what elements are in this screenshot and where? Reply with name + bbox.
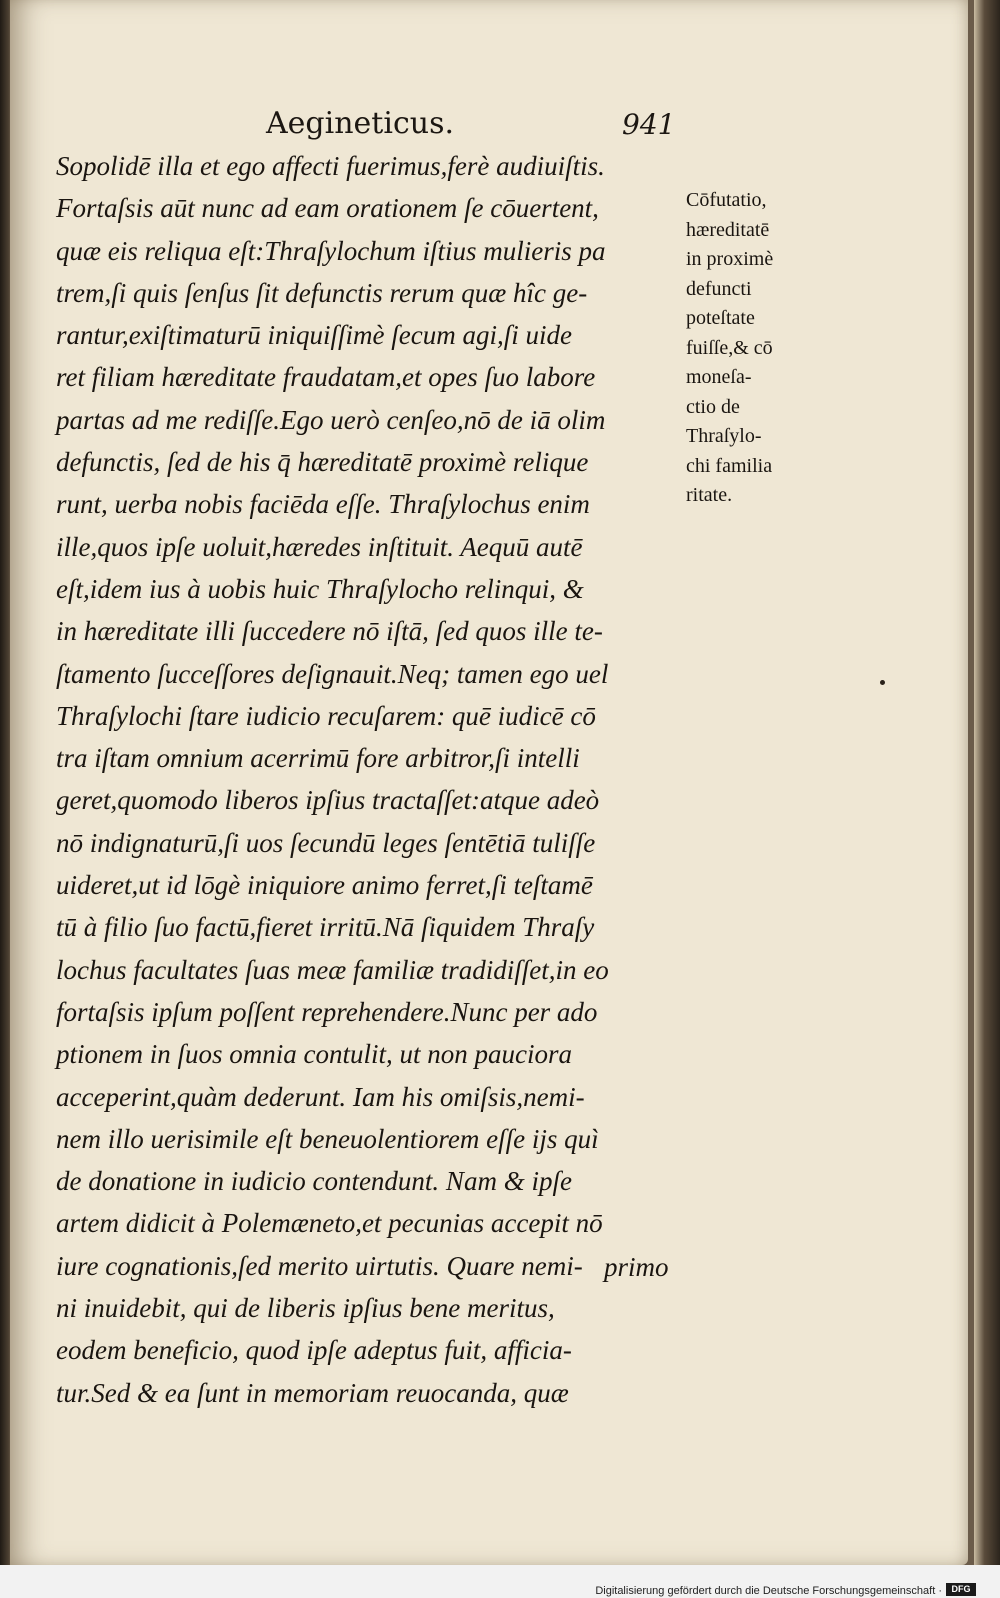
- text-line: tū à filio ſuo factū,fieret irritū.Nā ſiquidem Thraſy: [56, 912, 595, 943]
- margin-note-line: Thraſylo-: [686, 425, 762, 447]
- margin-note-line: moneſa-: [686, 366, 752, 388]
- text-line: rantur,exiſtimaturū iniquiſſimè ſecum agi,ſi uide: [56, 320, 572, 351]
- text-line: iure cognationis,ſed merito uirtutis. Quare nemi-: [56, 1250, 583, 1281]
- text-line: tur.Sed & ea ſunt in memoriam reuocanda, quæ: [56, 1377, 569, 1408]
- catchword: primo: [604, 1252, 669, 1282]
- ink-speck: [880, 680, 885, 685]
- text-line: trem,ſi quis ſenſus ſit defunctis rerum quæ hîc ge-: [56, 277, 588, 308]
- text-line: ptionem in ſuos omnia contulit, ut non pauciora: [56, 1039, 572, 1070]
- text-line: tra iſtam omnium acerrimū fore arbitror,ſi intelli: [56, 743, 580, 774]
- footer-credit: Digitalisierung gefördert durch die Deutsche Forschungsgemeinschaft ·: [595, 1585, 942, 1597]
- text-line: geret,quomodo liberos ipſius tractaſſet:atque adeò: [56, 785, 600, 816]
- text-line: ſtamento ſucceſſores deſignauit.Neq; tamen ego uel: [56, 658, 609, 689]
- text-line: defunctis, ſed de his q̄ hæreditatē proximè relique: [56, 447, 589, 478]
- margin-note-line: ctio de: [686, 395, 740, 418]
- text-line: acceperint,quàm dederunt. Iam his omiſsis,nemi-: [56, 1081, 585, 1112]
- margin-note-line: defuncti: [686, 277, 752, 300]
- text-line: uideret,ut id lōgè iniquiore animo ferret,ſi teſtamē: [56, 870, 593, 901]
- text-line: ret filiam hæreditate fraudatam,et opes ſuo labore: [56, 362, 596, 393]
- text-line: lochus facultates ſuas meæ familiæ tradidiſſet,in eo: [56, 954, 609, 985]
- dfg-logo: DFG: [946, 1583, 976, 1596]
- text-line: runt, uerba nobis faciēda eſſe. Thraſylochus enim: [56, 489, 590, 520]
- text-line: fortaſsis ipſum poſſent reprehendere.Nunc per ado: [56, 996, 598, 1027]
- body-text: [56, 145, 696, 1414]
- text-line: nem illo uerisimile eſt beneuolentiorem eſſe ijs quì: [56, 1123, 599, 1154]
- page-header: [10, 106, 968, 146]
- running-head: Aegineticus.: [266, 106, 454, 141]
- text-line: partas ad me rediſſe.Ego uerò cenſeo,nō de iā olim: [56, 404, 606, 435]
- footer-bar: [0, 1565, 1000, 1598]
- text-line: Fortaſsis aūt nunc ad eam orationem ſe cōuertent,: [56, 193, 599, 224]
- margin-note: [686, 186, 816, 511]
- margin-note-line: fuiſſe,& cō: [686, 336, 773, 359]
- text-line: Thraſylochi ſtare iudicio recuſarem: quē iudicē cō: [56, 700, 596, 731]
- text-line: de donatione in iudicio contendunt. Nam & ipſe: [56, 1166, 572, 1197]
- text-line: quæ eis reliqua eſt:Thraſylochum iſtius mulieris pa: [56, 235, 606, 266]
- text-line: eodem beneficio, quod ipſe adeptus fuit, afficia-: [56, 1335, 572, 1366]
- text-line: Sopolidē illa et ego affecti fuerimus,ferè audiuiſtis.: [56, 151, 605, 181]
- margin-note-line: hæreditatē: [686, 218, 770, 241]
- page-number: 941: [622, 108, 676, 141]
- text-line: ni inuidebit, qui de liberis ipſius bene meritus,: [56, 1293, 555, 1324]
- book-page: [10, 0, 968, 1565]
- margin-note-line: poteſtate: [686, 307, 755, 329]
- text-line: in hæreditate illi ſuccedere nō iſtā, ſed quos ille te-: [56, 616, 603, 647]
- margin-note-line: ritate.: [686, 484, 733, 506]
- text-line: artem didicit à Polemæneto,et pecunias accepit nō: [56, 1208, 603, 1239]
- text-line: eſt,idem ius à uobis huic Thraſylocho relinqui, &: [56, 573, 584, 604]
- margin-note-line: chi familia: [686, 454, 773, 477]
- text-line: ille,quos ipſe uoluit,hæredes inſtituit. Aequū autē: [56, 531, 583, 562]
- text-line: nō indignaturū,ſi uos ſecundū leges ſentētiā tuliſſe: [56, 827, 596, 858]
- margin-note-line: Cōfutatio,: [686, 189, 767, 211]
- margin-note-line: in proximè: [686, 248, 774, 270]
- scan-right-edge: [974, 0, 1000, 1565]
